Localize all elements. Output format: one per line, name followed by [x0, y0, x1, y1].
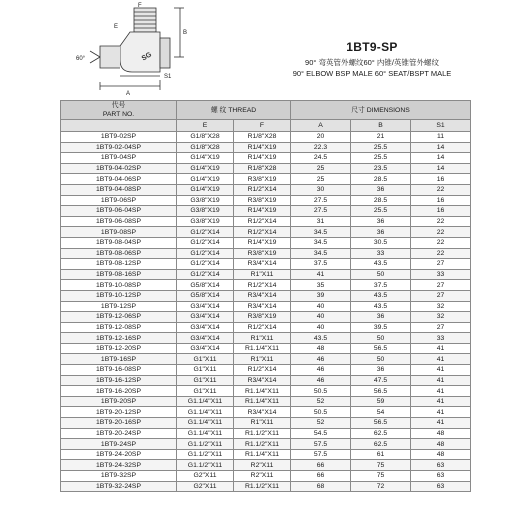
table-row [61, 481, 471, 492]
cell-part-no: 1BT9-06-04SP [61, 206, 177, 217]
cell-thread-f: R1.1/2"X11 [234, 481, 291, 492]
cell-part-no: 1BT9-08SP [61, 227, 177, 238]
cell-dim-b: 43.5 [351, 301, 411, 312]
cell-dim-s1: 22 [411, 237, 471, 248]
cell-dim-a: 22.3 [291, 142, 351, 153]
cell-dim-b: 21 [351, 132, 411, 143]
cell-part-no: 1BT9-32SP [61, 471, 177, 482]
cell-thread-f: R3/8"X19 [234, 312, 291, 323]
cell-thread-e: G1/2"X14 [177, 259, 234, 270]
cell-dim-b: 62.5 [351, 439, 411, 450]
col-dim-header [291, 101, 471, 120]
cell-thread-e: G1/4"X19 [177, 163, 234, 174]
table-row [61, 227, 471, 238]
subtitle-en: 90° ELBOW BSP MALE 60° SEAT/BSPT MALE [292, 69, 452, 78]
cell-thread-f: R2"X11 [234, 460, 291, 471]
cell-part-no: 1BT9-04-02SP [61, 163, 177, 174]
cell-thread-e: G1/8"X28 [177, 142, 234, 153]
cell-dim-s1: 41 [411, 418, 471, 429]
cell-part-no: 1BT9-12-20SP [61, 343, 177, 354]
table-row [61, 153, 471, 164]
cell-thread-e: G1/4"X19 [177, 153, 234, 164]
table-row [61, 163, 471, 174]
table-row [61, 184, 471, 195]
cell-dim-b: 59 [351, 396, 411, 407]
cell-thread-f: R1"X11 [234, 269, 291, 280]
table-row [61, 471, 471, 482]
cell-dim-b: 72 [351, 481, 411, 492]
label-e: E [114, 24, 119, 30]
cell-dim-a: 57.5 [291, 439, 351, 450]
cell-thread-e: G1.1/4"X11 [177, 428, 234, 439]
cell-dim-a: 43.5 [291, 333, 351, 344]
cell-dim-a: 52 [291, 396, 351, 407]
cell-dim-b: 36 [351, 227, 411, 238]
cell-dim-a: 34.5 [291, 227, 351, 238]
cell-thread-f: R3/8"X19 [234, 248, 291, 259]
cell-part-no: 1BT9-20-12SP [61, 407, 177, 418]
cell-dim-a: 68 [291, 481, 351, 492]
label-a: A [126, 91, 131, 97]
cell-thread-f: R1.1/4"X11 [234, 343, 291, 354]
table-row [61, 396, 471, 407]
cell-thread-e: G1"X11 [177, 365, 234, 376]
cell-part-no: 1BT9-08-06SP [61, 248, 177, 259]
table-row [61, 206, 471, 217]
table-row [61, 195, 471, 206]
cell-dim-b: 36 [351, 365, 411, 376]
cell-thread-e: G3/4"X14 [177, 333, 234, 344]
cell-thread-e: G1/8"X28 [177, 132, 234, 143]
cell-thread-f: R1.1/2"X11 [234, 428, 291, 439]
cell-dim-s1: 22 [411, 248, 471, 259]
cell-thread-e: G1.1/4"X11 [177, 418, 234, 429]
table-row [61, 248, 471, 259]
table-row [61, 418, 471, 429]
cell-dim-b: 62.5 [351, 428, 411, 439]
cell-thread-e: G2"X11 [177, 471, 234, 482]
cell-thread-f: R1.1/4"X11 [234, 386, 291, 397]
cell-dim-a: 66 [291, 460, 351, 471]
cell-thread-f: R1.1/2"X11 [234, 439, 291, 450]
label-angle: 60° [76, 56, 86, 62]
cell-thread-f: R1/4"X19 [234, 142, 291, 153]
cell-part-no: 1BT9-16-12SP [61, 375, 177, 386]
cell-thread-e: G1"X11 [177, 386, 234, 397]
cell-part-no: 1BT9-20-16SP [61, 418, 177, 429]
cell-part-no: 1BT9-20SP [61, 396, 177, 407]
cell-dim-a: 25 [291, 163, 351, 174]
table-row [61, 365, 471, 376]
cell-dim-a: 40 [291, 312, 351, 323]
cell-dim-s1: 33 [411, 333, 471, 344]
cell-dim-a: 46 [291, 375, 351, 386]
cell-dim-s1: 32 [411, 312, 471, 323]
cell-dim-a: 57.5 [291, 449, 351, 460]
cell-thread-e: G1"X11 [177, 354, 234, 365]
subtitle-cn: 90° 弯英管外螺纹60° 内锥/英锥管外螺纹 [305, 58, 439, 67]
cell-dim-b: 56.5 [351, 343, 411, 354]
cell-dim-a: 54.5 [291, 428, 351, 439]
elbow-fitting-drawing [54, 2, 234, 98]
cell-thread-f: R1/4"X19 [234, 206, 291, 217]
cell-thread-e: G3/8"X19 [177, 195, 234, 206]
cell-dim-a: 41 [291, 269, 351, 280]
cell-thread-e: G1/2"X14 [177, 248, 234, 259]
cell-dim-b: 43.5 [351, 290, 411, 301]
cell-dim-b: 28.5 [351, 195, 411, 206]
cell-part-no: 1BT9-02-04SP [61, 142, 177, 153]
cell-thread-f: R1.1/4"X11 [234, 396, 291, 407]
cell-thread-f: R3/8"X19 [234, 195, 291, 206]
cell-thread-f: R1/4"X19 [234, 237, 291, 248]
cell-thread-f: R1.1/4"X11 [234, 449, 291, 460]
cell-part-no: 1BT9-04-06SP [61, 174, 177, 185]
cell-dim-a: 35 [291, 280, 351, 291]
cell-dim-s1: 22 [411, 227, 471, 238]
cell-dim-s1: 22 [411, 184, 471, 195]
cell-thread-f: R2"X11 [234, 471, 291, 482]
cell-part-no: 1BT9-20-24SP [61, 428, 177, 439]
col-s1: S1 [411, 120, 471, 132]
cell-dim-s1: 22 [411, 216, 471, 227]
table-row [61, 269, 471, 280]
cell-thread-e: G1.1/2"X11 [177, 449, 234, 460]
cell-dim-s1: 41 [411, 375, 471, 386]
table-row [61, 354, 471, 365]
cell-thread-e: G1.1/4"X11 [177, 396, 234, 407]
cell-dim-s1: 63 [411, 471, 471, 482]
cell-part-no: 1BT9-04-08SP [61, 184, 177, 195]
cell-thread-e: G1/2"X14 [177, 227, 234, 238]
cell-dim-s1: 41 [411, 343, 471, 354]
cell-dim-s1: 48 [411, 428, 471, 439]
col-part-header [61, 101, 177, 120]
cell-dim-a: 52 [291, 418, 351, 429]
table-row [61, 142, 471, 153]
cell-thread-e: G1/4"X19 [177, 184, 234, 195]
cell-dim-s1: 41 [411, 354, 471, 365]
cell-dim-a: 27.5 [291, 195, 351, 206]
cell-dim-a: 40 [291, 322, 351, 333]
cell-thread-e: G1.1/2"X11 [177, 439, 234, 450]
spec-table [60, 100, 471, 492]
table-row [61, 280, 471, 291]
cell-thread-f: R1/2"X14 [234, 280, 291, 291]
cell-thread-e: G3/8"X19 [177, 216, 234, 227]
cell-part-no: 1BT9-02SP [61, 132, 177, 143]
cell-thread-f: R3/4"X14 [234, 301, 291, 312]
cell-dim-a: 25 [291, 174, 351, 185]
cell-part-no: 1BT9-24-20SP [61, 449, 177, 460]
table-row [61, 407, 471, 418]
cell-thread-f: R3/4"X14 [234, 407, 291, 418]
cell-dim-s1: 14 [411, 142, 471, 153]
col-f: F [234, 120, 291, 132]
cell-dim-b: 37.5 [351, 280, 411, 291]
col-dim-en: DIMENSIONS [366, 106, 410, 114]
cell-thread-f: R1/2"X14 [234, 227, 291, 238]
cell-thread-e: G1/4"X19 [177, 174, 234, 185]
cell-dim-a: 46 [291, 365, 351, 376]
cell-dim-b: 23.5 [351, 163, 411, 174]
cell-dim-a: 50.5 [291, 407, 351, 418]
cell-dim-b: 36 [351, 312, 411, 323]
col-thread-cn: 螺 纹 [210, 106, 227, 114]
cell-dim-b: 25.5 [351, 142, 411, 153]
cell-dim-s1: 16 [411, 206, 471, 217]
cell-dim-b: 30.5 [351, 237, 411, 248]
cell-dim-b: 56.5 [351, 386, 411, 397]
cell-dim-a: 34.5 [291, 248, 351, 259]
cell-dim-a: 50.5 [291, 386, 351, 397]
table-row [61, 386, 471, 397]
cell-dim-b: 39.5 [351, 322, 411, 333]
cell-dim-b: 75 [351, 460, 411, 471]
cell-dim-b: 50 [351, 333, 411, 344]
col-thread-en: THREAD [228, 106, 257, 114]
cell-thread-e: G1/2"X14 [177, 269, 234, 280]
table-row [61, 132, 471, 143]
col-part-cn: 代号 [111, 102, 126, 109]
cell-dim-b: 61 [351, 449, 411, 460]
cell-part-no: 1BT9-06SP [61, 195, 177, 206]
table-row [61, 237, 471, 248]
cell-thread-e: G2"X11 [177, 481, 234, 492]
cell-dim-s1: 41 [411, 365, 471, 376]
cell-part-no: 1BT9-24-32SP [61, 460, 177, 471]
label-s1: S1 [164, 74, 172, 80]
cell-dim-a: 48 [291, 343, 351, 354]
cell-thread-f: R1"X11 [234, 333, 291, 344]
cell-dim-s1: 16 [411, 174, 471, 185]
cell-part-no: 1BT9-16-20SP [61, 386, 177, 397]
table-row [61, 375, 471, 386]
cell-part-no: 1BT9-10-08SP [61, 280, 177, 291]
cell-dim-s1: 16 [411, 195, 471, 206]
table-row [61, 322, 471, 333]
cell-dim-a: 34.5 [291, 237, 351, 248]
cell-thread-e: G3/8"X19 [177, 206, 234, 217]
cell-dim-s1: 63 [411, 460, 471, 471]
cell-thread-e: G1"X11 [177, 375, 234, 386]
cell-dim-a: 20 [291, 132, 351, 143]
cell-dim-a: 40 [291, 301, 351, 312]
col-dim-cn: 尺寸 [351, 106, 365, 114]
cell-dim-a: 31 [291, 216, 351, 227]
cell-dim-s1: 33 [411, 269, 471, 280]
table-row [61, 259, 471, 270]
cell-dim-s1: 41 [411, 386, 471, 397]
cell-dim-b: 33 [351, 248, 411, 259]
cell-thread-e: G1/2"X14 [177, 237, 234, 248]
cell-thread-f: R1/2"X14 [234, 365, 291, 376]
cell-thread-e: G3/4"X14 [177, 322, 234, 333]
cell-dim-a: 30 [291, 184, 351, 195]
table-row [61, 333, 471, 344]
cell-part-no: 1BT9-08-12SP [61, 259, 177, 270]
label-b: B [183, 30, 188, 36]
cell-dim-b: 75 [351, 471, 411, 482]
cell-dim-a: 27.5 [291, 206, 351, 217]
cell-thread-e: G3/4"X14 [177, 312, 234, 323]
cell-part-no: 1BT9-04SP [61, 153, 177, 164]
cell-thread-f: R3/4"X14 [234, 259, 291, 270]
cell-thread-e: G3/4"X14 [177, 301, 234, 312]
spec-table-body [61, 132, 471, 492]
cell-part-no: 1BT9-10-12SP [61, 290, 177, 301]
cell-part-no: 1BT9-12-08SP [61, 322, 177, 333]
cell-thread-f: R1/2"X14 [234, 322, 291, 333]
cell-part-no: 1BT9-12SP [61, 301, 177, 312]
cell-dim-b: 50 [351, 269, 411, 280]
cell-thread-f: R1/4"X19 [234, 153, 291, 164]
cell-dim-s1: 11 [411, 132, 471, 143]
cell-dim-a: 24.5 [291, 153, 351, 164]
cell-thread-f: R1/2"X14 [234, 216, 291, 227]
cell-part-no: 1BT9-08-04SP [61, 237, 177, 248]
cell-part-no: 1BT9-32-24SP [61, 481, 177, 492]
cell-dim-a: 39 [291, 290, 351, 301]
cell-part-no: 1BT9-06-08SP [61, 216, 177, 227]
table-row [61, 174, 471, 185]
cell-dim-s1: 27 [411, 259, 471, 270]
col-a: A [291, 120, 351, 132]
cell-dim-b: 43.5 [351, 259, 411, 270]
col-e: E [177, 120, 234, 132]
cell-thread-e: G5/8"X14 [177, 280, 234, 291]
cell-part-no: 1BT9-12-16SP [61, 333, 177, 344]
cell-thread-f: R1/8"X28 [234, 132, 291, 143]
table-row [61, 449, 471, 460]
cell-dim-b: 36 [351, 184, 411, 195]
table-row [61, 301, 471, 312]
cell-dim-a: 46 [291, 354, 351, 365]
col-thread-header [177, 101, 291, 120]
cell-dim-b: 36 [351, 216, 411, 227]
cell-part-no: 1BT9-16-08SP [61, 365, 177, 376]
cell-dim-b: 56.5 [351, 418, 411, 429]
cell-dim-s1: 27 [411, 322, 471, 333]
table-row [61, 343, 471, 354]
col-part-en: PART NO. [102, 111, 135, 118]
cell-part-no: 1BT9-12-06SP [61, 312, 177, 323]
cell-dim-s1: 27 [411, 280, 471, 291]
cell-dim-b: 25.5 [351, 153, 411, 164]
cell-dim-s1: 48 [411, 439, 471, 450]
cell-thread-f: R3/4"X14 [234, 375, 291, 386]
table-row [61, 460, 471, 471]
table-row [61, 428, 471, 439]
cell-part-no: 1BT9-16SP [61, 354, 177, 365]
cell-thread-f: R3/4"X14 [234, 290, 291, 301]
cell-dim-s1: 14 [411, 153, 471, 164]
cell-dim-s1: 41 [411, 407, 471, 418]
table-row [61, 439, 471, 450]
cell-thread-f: R3/8"X19 [234, 174, 291, 185]
cell-dim-b: 47.5 [351, 375, 411, 386]
cell-thread-e: G1.1/2"X11 [177, 460, 234, 471]
cell-thread-f: R1/2"X14 [234, 184, 291, 195]
label-f: F [138, 3, 142, 9]
cell-dim-s1: 32 [411, 301, 471, 312]
cell-dim-s1: 48 [411, 449, 471, 460]
cell-thread-e: G5/8"X14 [177, 290, 234, 301]
label-mark: SG [140, 51, 154, 63]
cell-dim-s1: 27 [411, 290, 471, 301]
cell-part-no: 1BT9-08-16SP [61, 269, 177, 280]
table-row [61, 216, 471, 227]
cell-dim-b: 28.5 [351, 174, 411, 185]
cell-dim-b: 25.5 [351, 206, 411, 217]
cell-part-no: 1BT9-24SP [61, 439, 177, 450]
cell-dim-a: 66 [291, 471, 351, 482]
cell-thread-f: R1"X11 [234, 418, 291, 429]
cell-thread-f: R1"X11 [234, 354, 291, 365]
col-part-sub [61, 120, 177, 132]
product-title: 1BT9-SP [346, 40, 398, 54]
cell-thread-e: G3/4"X14 [177, 343, 234, 354]
cell-dim-b: 54 [351, 407, 411, 418]
cell-dim-s1: 14 [411, 163, 471, 174]
cell-dim-a: 37.5 [291, 259, 351, 270]
cell-thread-e: G1.1/4"X11 [177, 407, 234, 418]
table-row [61, 290, 471, 301]
cell-dim-b: 50 [351, 354, 411, 365]
col-b: B [351, 120, 411, 132]
cell-thread-f: R1/8"X28 [234, 163, 291, 174]
table-row [61, 312, 471, 323]
cell-dim-s1: 63 [411, 481, 471, 492]
cell-dim-s1: 41 [411, 396, 471, 407]
